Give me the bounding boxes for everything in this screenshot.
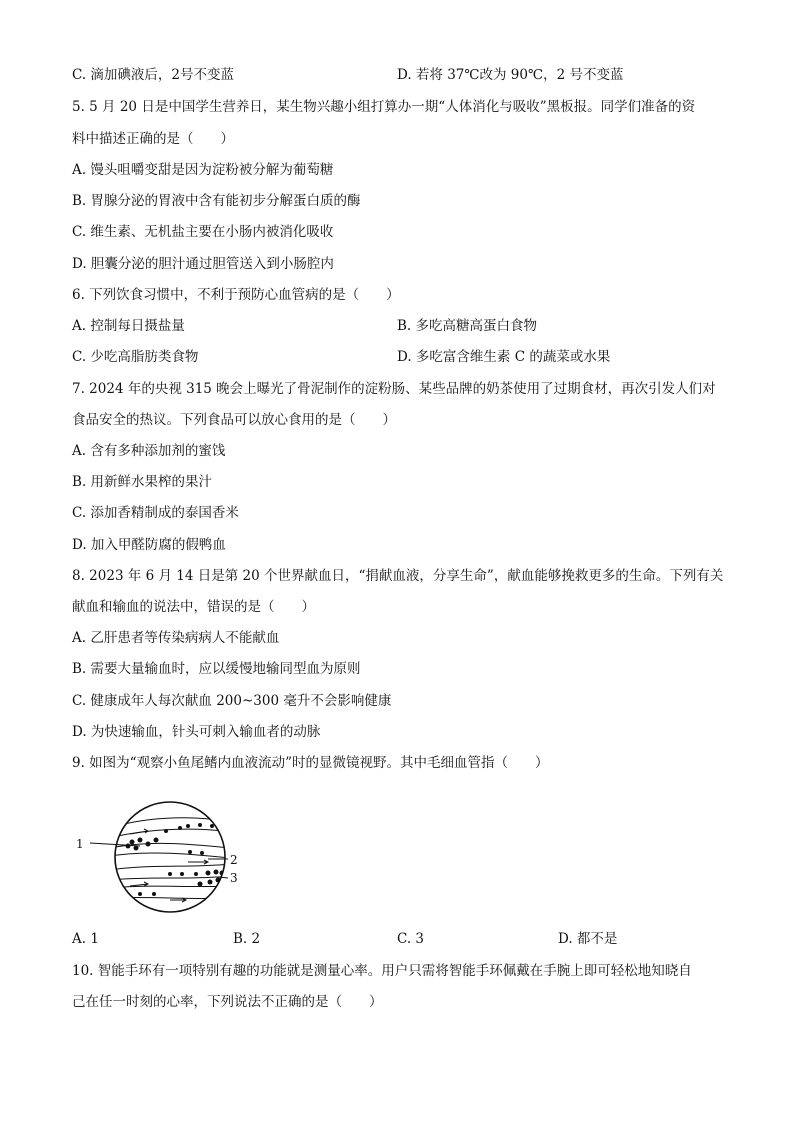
- q4-option-c: C. 滴加碘液后，2号不变蓝: [72, 67, 235, 83]
- q7-option-d: D. 加入甲醛防腐的假鸭血: [72, 537, 226, 553]
- q9-stem: 9. 如图为“观察小鱼尾鳍内血液流动”时的显微镜视野。其中毛细血管指（ ）: [72, 755, 549, 771]
- q8-option-b: B. 需要大量输血时，应以缓慢地输同型血为原则: [72, 661, 361, 677]
- q8-option-c: C. 健康成年人每次献血 200~300 毫升不会影响健康: [72, 693, 392, 709]
- q10-stem-line2: 己在任一时刻的心率，下列说法不正确的是（ ）: [72, 994, 383, 1010]
- q7-stem-line1: 7. 2024 年的央视 315 晚会上曝光了骨泥制作的淀粉肠、某些品牌的奶茶使用了过期食材，再次引发人们对: [72, 381, 716, 397]
- q9-microscope-figure: [70, 800, 250, 915]
- q7-option-c: C. 添加香精制成的泰国香米: [72, 505, 239, 521]
- q7-option-b: B. 用新鲜水果榨的果汁: [72, 474, 213, 490]
- q8-stem-line1: 8. 2023 年 6 月 14 日是第 20 个世界献血日，“捐献血液，分享生命”，献血能够挽救更多的生命。下列有关: [72, 568, 724, 584]
- q5-stem-line2: 料中描述正确的是（ ）: [72, 131, 234, 147]
- figure-label-2: 2: [230, 853, 238, 867]
- q6-option-c: C. 少吃高脂肪类食物: [72, 349, 199, 365]
- q6-option-b: B. 多吃高糖高蛋白食物: [397, 318, 538, 334]
- q10-stem-line1: 10. 智能手环有一项特别有趣的功能就是测量心率。用户只需将智能手环佩戴在手腕上即可轻松地知晓自: [72, 963, 692, 979]
- figure-label-1: 1: [76, 837, 84, 851]
- q5-stem-line1: 5. 5 月 20 日是中国学生营养日，某生物兴趣小组打算办一期“人体消化与吸收”黑板报。同学们准备的资: [72, 99, 696, 115]
- q6-option-d: D. 多吃富含维生素 C 的蔬菜或水果: [397, 349, 611, 365]
- q6-stem: 6. 下列饮食习惯中，不利于预防心血管病的是（ ）: [72, 287, 400, 303]
- q8-option-a: A. 乙肝患者等传染病病人不能献血: [72, 630, 280, 646]
- q7-stem-line2: 食品安全的热议。下列食品可以放心食用的是（ ）: [72, 412, 396, 428]
- q5-option-d: D. 胆囊分泌的胆汁通过胆管送入到小肠腔内: [72, 256, 334, 272]
- q5-option-c: C. 维生素、无机盐主要在小肠内被消化吸收: [72, 224, 334, 240]
- q9-option-c: C. 3: [397, 931, 425, 947]
- q5-option-a: A. 馒头咀嚼变甜是因为淀粉被分解为葡萄糖: [72, 162, 334, 178]
- q4-option-d: D. 若将 37℃改为 90℃，2 号不变蓝: [397, 67, 624, 83]
- q9-option-a: A. 1: [72, 931, 99, 947]
- q9-option-b: B. 2: [233, 931, 261, 947]
- q9-option-d: D. 都不是: [558, 931, 618, 947]
- q8-stem-line2: 献血和输血的说法中，错误的是（ ）: [72, 599, 315, 615]
- q8-option-d: D. 为快速输血，针头可刺入输血者的动脉: [72, 724, 321, 740]
- figure-label-3: 3: [230, 871, 238, 885]
- q6-option-a: A. 控制每日摄盐量: [72, 318, 185, 334]
- q7-option-a: A. 含有多种添加剂的蜜饯: [72, 443, 226, 459]
- q5-option-b: B. 胃腺分泌的胃液中含有能初步分解蛋白质的酶: [72, 193, 361, 209]
